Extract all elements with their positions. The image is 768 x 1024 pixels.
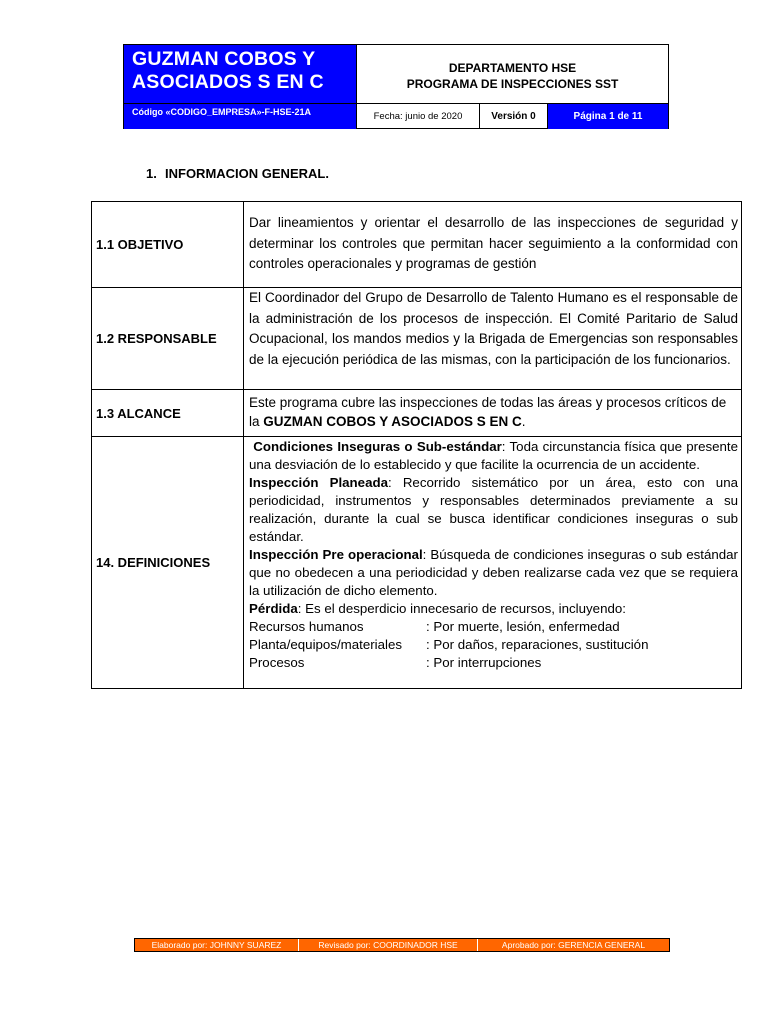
loss-row [249, 654, 738, 672]
table-row-definiciones [92, 437, 742, 689]
aprobado-por: Aprobado por: GERENCIA GENERAL [501, 940, 646, 950]
definition-term: Pérdida [249, 601, 298, 616]
elaborado-por: Elaborado por: JOHNNY SUAREZ [135, 939, 299, 951]
loss-cause: : Por muerte, lesión, enfermedad [426, 619, 620, 634]
alcance-text: Este programa cubre las inspecciones de todas las áreas y procesos críticos de la [249, 395, 727, 429]
section-heading [146, 166, 329, 181]
loss-resource: Recursos humanos [249, 619, 364, 634]
loss-row [249, 618, 738, 636]
revisado-por: Revisado por: COORDINADOR HSE [299, 939, 478, 951]
alcance-company: GUZMAN COBOS Y ASOCIADOS S EN C [263, 414, 522, 429]
company-name [124, 45, 356, 103]
general-info-table [91, 201, 742, 689]
document-header [123, 44, 669, 129]
definition-item [249, 438, 738, 474]
approval-footer [134, 938, 670, 952]
row-value-alcance [244, 390, 742, 436]
loss-resource: Procesos [249, 655, 305, 670]
row-label-responsable: 1.2 RESPONSABLE [92, 288, 244, 389]
table-row-responsable [92, 288, 742, 390]
definition-item [249, 474, 738, 546]
page-number: Página 1 de 11 [547, 103, 668, 129]
document-code: Código «CODIGO_EMPRESA»-F-HSE-21A [124, 103, 356, 129]
row-label-definiciones: 14. DEFINICIONES [92, 437, 244, 689]
loss-cause: : Por interrupciones [426, 655, 542, 670]
department-title [356, 45, 668, 103]
row-value-objetivo: Dar lineamientos y orientar el desarrollo de las inspecciones de seguridad y determinar los controles que permitan hacer seguimiento a la conformidad con controles operacionales y programas de gestión [244, 202, 742, 287]
document-date: Fecha: junio de 2020 [356, 103, 479, 129]
definition-item [249, 546, 738, 600]
definition-text: : Recorrido sistemático por un área, esto con una periodicidad, instrumentos y responsables determinados previamente a su realización, durante la cual se busca identificar condiciones inseguras o sub estándar. [249, 475, 738, 544]
row-label-objetivo: 1.1 OBJETIVO [92, 202, 244, 287]
definition-item [249, 600, 738, 618]
loss-row [249, 636, 738, 654]
company-name-line2: ASOCIADOS S EN C [132, 71, 324, 93]
document-version: Versión 0 [479, 103, 547, 129]
definition-term: Inspección Pre operacional [249, 547, 423, 562]
table-row-alcance [92, 390, 742, 437]
department-name: DEPARTAMENTO HSE [448, 61, 577, 75]
definition-text: : Toda circunstancia física que presente una desviación de lo establecido y que facilite la ocurrencia de un accidente. [249, 439, 739, 472]
definition-term: Condiciones Inseguras o Sub-estándar [253, 439, 502, 454]
section-title: INFORMACION GENERAL. [165, 166, 329, 181]
row-label-alcance: 1.3 ALCANCE [92, 390, 244, 436]
row-value-definiciones [244, 437, 742, 689]
table-row-objetivo [92, 202, 742, 288]
company-name-line1: GUZMAN COBOS Y [132, 48, 316, 70]
definition-text: : Es el desperdicio innecesario de recursos, incluyendo: [297, 601, 626, 616]
row-value-responsable: El Coordinador del Grupo de Desarrollo de Talento Humano es el responsable de la administración de los procesos de inspección. El Comité Paritario de Salud Ocupacional, los mandos medios y la Brigada de Emergencias son responsables de la ejecución periódica de las mismas, con la participación de los funcionarios. [244, 288, 742, 389]
section-number: 1. [146, 166, 157, 181]
definition-term: Inspección Planeada [249, 475, 388, 490]
loss-cause: : Por daños, reparaciones, sustitución [426, 637, 649, 652]
program-name: PROGRAMA DE INSPECCIONES SST [406, 77, 619, 91]
definition-text: : Búsqueda de condiciones inseguras o sub estándar que no obedecen a una periodicidad y deben realizarse cada vez que se requiera la utilización de dicho elemento. [249, 547, 738, 598]
loss-resource: Planta/equipos/materiales [249, 637, 403, 652]
alcance-period: . [521, 414, 526, 429]
